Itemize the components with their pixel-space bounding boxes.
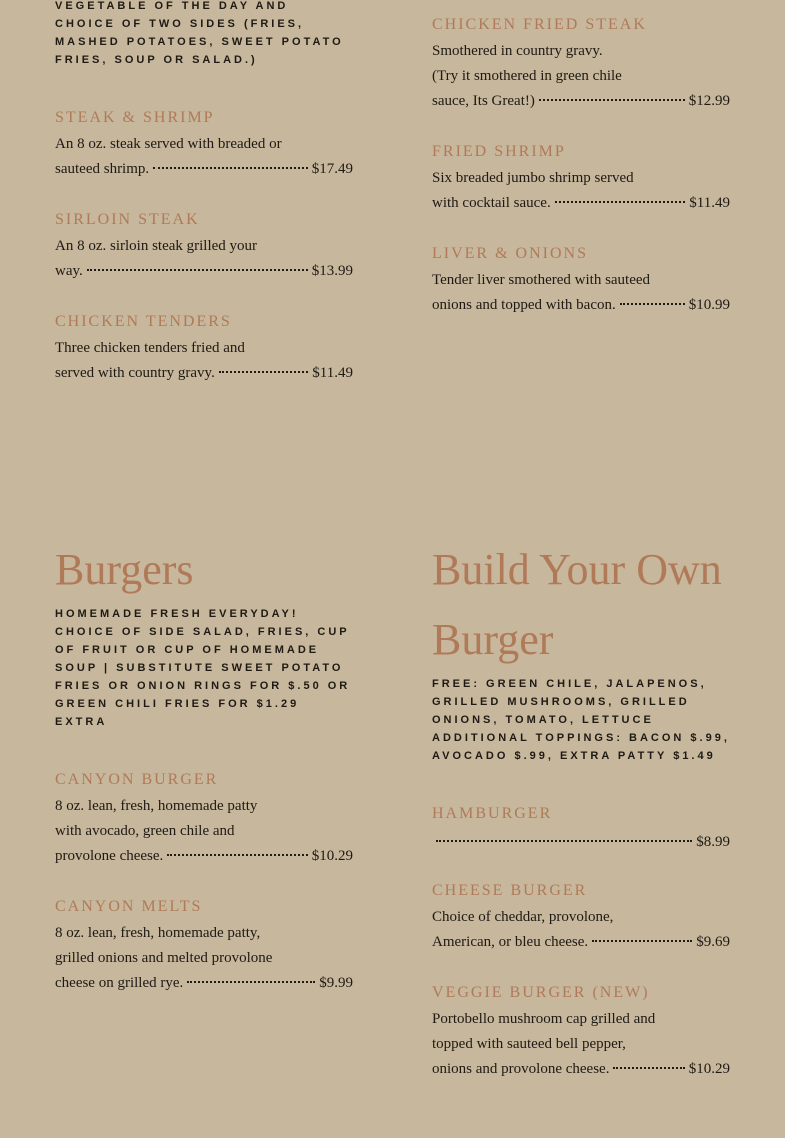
item-description: grilled onions and melted provolone	[55, 950, 273, 966]
section-note: FREE: GREEN CHILE, JALAPENOS, GRILLED MUSHROOMS, GRILLED ONIONS, TOMATO, LETTUCE ADDITIONAL TOPPINGS: BACON $.99, AVOCADO $.99, EXTRA PATTY $1.49	[432, 678, 730, 762]
entrees-left-column	[55, 0, 353, 69]
item-price-line	[55, 259, 353, 284]
item-price-line	[432, 830, 730, 855]
item-price: $10.99	[688, 297, 730, 313]
item-description: topped with sauteed bell pepper,	[432, 1036, 626, 1052]
dotted-leader	[153, 167, 308, 169]
burgers-section	[55, 535, 353, 731]
section-title-line1: Build Your Own	[432, 545, 722, 594]
item-description: 8 oz. lean, fresh, homemade patty	[55, 798, 258, 814]
item-name: LIVER & ONIONS	[432, 245, 588, 262]
menu-item	[432, 244, 730, 318]
menu-item	[55, 897, 353, 996]
item-price: $17.49	[311, 161, 353, 177]
item-name: VEGGIE BURGER (NEW)	[432, 984, 650, 1001]
dotted-leader	[613, 1067, 684, 1069]
menu-item	[432, 983, 730, 1082]
item-name: STEAK & SHRIMP	[55, 109, 215, 126]
item-description-end: sauteed shrimp.	[55, 161, 150, 177]
menu-item	[432, 804, 730, 855]
item-price-line	[432, 1057, 730, 1082]
item-description-end: cheese on grilled rye.	[55, 975, 184, 991]
dotted-leader	[187, 981, 315, 983]
item-price-line	[432, 89, 730, 114]
item-description-end: sauce, Its Great!)	[432, 93, 535, 109]
item-price: $10.29	[688, 1061, 730, 1077]
item-name: SIRLOIN STEAK	[55, 211, 200, 228]
menu-item	[55, 770, 353, 869]
item-name: CHICKEN FRIED STEAK	[432, 16, 647, 33]
item-price-line	[55, 844, 353, 869]
item-description: An 8 oz. steak served with breaded or	[55, 136, 282, 152]
item-description-end: with cocktail sauce.	[432, 195, 551, 211]
byo-section	[432, 535, 752, 765]
item-price: $12.99	[688, 93, 730, 109]
item-description: 8 oz. lean, fresh, homemade patty,	[55, 925, 261, 941]
item-description-end: onions and topped with bacon.	[432, 297, 616, 313]
dotted-leader	[555, 201, 686, 203]
item-price: $13.99	[311, 263, 353, 279]
item-description: with avocado, green chile and	[55, 823, 235, 839]
section-title: Burgers	[55, 545, 194, 594]
dotted-leader	[592, 940, 692, 942]
item-price: $10.29	[311, 848, 353, 864]
item-name: CANYON BURGER	[55, 771, 219, 788]
menu-item	[432, 142, 730, 216]
item-description-end: served with country gravy.	[55, 365, 215, 381]
item-description-end: onions and provolone cheese.	[432, 1061, 610, 1077]
section-title-line2: Burger	[432, 615, 554, 664]
item-price: $11.49	[312, 365, 353, 381]
dotted-leader	[620, 303, 685, 305]
item-description: An 8 oz. sirloin steak grilled your	[55, 238, 258, 254]
menu-item	[55, 312, 353, 386]
item-price: $9.69	[696, 934, 730, 950]
dotted-leader	[87, 269, 308, 271]
item-price-line	[432, 930, 730, 955]
item-description-end: way.	[55, 263, 83, 279]
item-description: Tender liver smothered with sauteed	[432, 272, 651, 288]
item-description-end: American, or bleu cheese.	[432, 934, 589, 950]
item-description: Choice of cheddar, provolone,	[432, 909, 614, 925]
dotted-leader	[436, 840, 692, 842]
item-name: CANYON MELTS	[55, 898, 203, 915]
dotted-leader	[219, 371, 308, 373]
item-description: Six breaded jumbo shrimp served	[432, 170, 634, 186]
dotted-leader	[539, 99, 685, 101]
item-price: $11.49	[689, 195, 730, 211]
entrees-note: VEGETABLE OF THE DAY AND CHOICE OF TWO SIDES (FRIES, MASHED POTATOES, SWEET POTATO FRIES, SOUP OR SALAD.)	[55, 0, 344, 66]
item-price-line	[55, 157, 353, 182]
menu-item	[55, 210, 353, 284]
item-name: HAMBURGER	[432, 805, 553, 822]
item-price-line	[55, 361, 353, 386]
item-price-line	[55, 971, 353, 996]
dotted-leader	[167, 854, 307, 856]
item-description-end: provolone cheese.	[55, 848, 164, 864]
item-description: (Try it smothered in green chile	[432, 68, 622, 84]
item-price: $9.99	[319, 975, 353, 991]
item-price: $8.99	[696, 834, 730, 850]
item-price-line	[432, 293, 730, 318]
menu-item	[432, 881, 730, 955]
menu-item	[432, 15, 730, 114]
item-price-line	[432, 191, 730, 216]
item-name: CHICKEN TENDERS	[55, 313, 232, 330]
item-name: CHEESE BURGER	[432, 882, 588, 899]
section-note: HOMEMADE FRESH EVERYDAY! CHOICE OF SIDE SALAD, FRIES, CUP OF FRUIT OR CUP OF HOMEMADE SOUP | SUBSTITUTE SWEET POTATO FRIES OR ONION RINGS FOR $.50 OR GREEN CHILI FRIES FOR $1.29 EXTRA	[55, 608, 351, 728]
menu-item	[55, 108, 353, 182]
item-name: FRIED SHRIMP	[432, 143, 566, 160]
item-description: Three chicken tenders fried and	[55, 340, 245, 356]
item-description: Smothered in country gravy.	[432, 43, 603, 59]
item-description: Portobello mushroom cap grilled and	[432, 1011, 656, 1027]
